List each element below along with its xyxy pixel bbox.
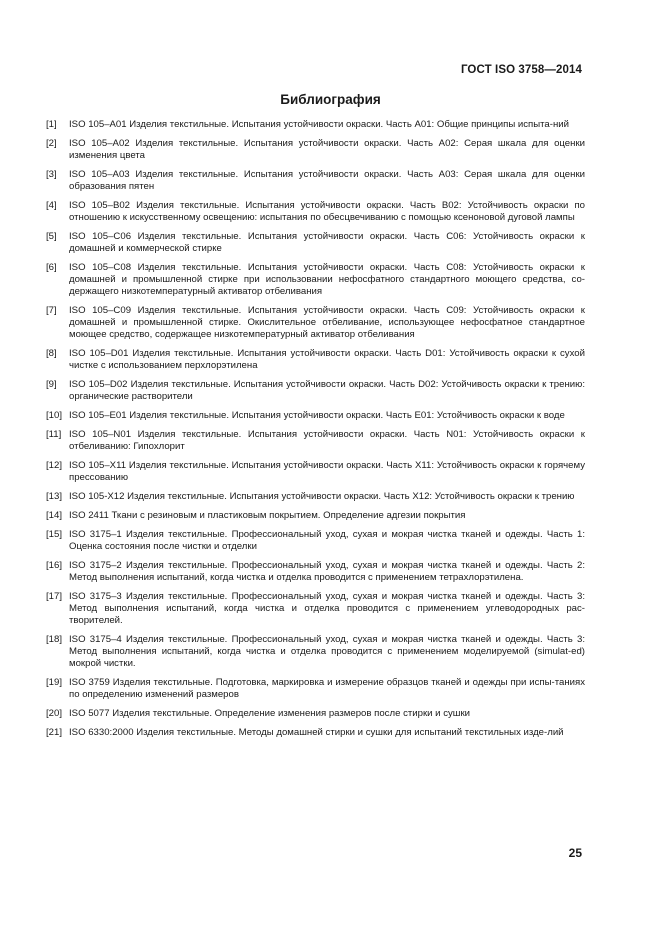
bibliography-entry [46,138,585,162]
entry-text: ISO 5077 Изделия текстильные. Определение изменения размеров после стирки и сушки [69,708,471,719]
entry-number: [18] [46,633,63,645]
bibliography-entry [46,510,585,522]
bibliography-entry [46,677,585,701]
entry-number: [1] [46,119,57,130]
entry-text: ISO 3175–3 Изделия текстильные. Профессиональный уход, сухая и мокрая чистка тканей и одежды. Часть 3: Метод выполнения испытаний, когда чистка и отделка проводится с применением углеводородных рас-творителей. [69,590,585,626]
entry-text: ISO 105–E01 Изделия текстильные. Испытания устойчивости окраски. Часть E01: Устойчивость окраски к воде [69,410,565,422]
bibliography-entry [46,708,585,720]
entry-text: ISO 105–C09 Изделия текстильные. Испытания устойчивости окраски. Часть C09: Устойчивость окраски к домашней и промышленной стирке. Окислительное отбеливание, использующее нефосфатное стандартное моющее средство, содержащее низкотемпературный активатор отбеливания [69,305,585,341]
entry-number: [15] [46,528,63,540]
entry-number: [14] [46,509,63,521]
entry-number: [13] [46,491,63,502]
bibliography-entry [46,529,585,553]
entry-text: ISO 105–C08 Изделия текстильные. Испытания устойчивости окраски. Часть C08: Устойчивость окраски к домашней и промышленной стирке при использовании нефосфатного стандартного моющего средства, со-держащего низкотемпературный активатор отбеливания [69,261,585,298]
entry-text: ISO 105–N01 Изделия текстильные. Испытания устойчивости окраски. Часть N01: Устойчивость окраски к отбеливанию: Гипохлорит [69,429,585,453]
entry-number: [8] [46,348,57,360]
entry-text: ISO 105–C06 Изделия текстильные. Испытания устойчивости окраски. Часть C06: Устойчивость окраски к домашней и коммерческой стирке [69,230,585,254]
entry-number: [19] [46,677,63,688]
entry-number: [21] [46,726,63,738]
entry-text: ISO 6330:2000 Изделия текстильные. Методы домашней стирки и сушки для испытаний текстильных изде-лий [69,726,564,738]
entry-text: ISO 105–D01 Изделия текстильные. Испытания устойчивости окраски. Часть D01: Устойчивость окраски к сухой чистке с использованием перхлорэтилена [69,348,585,372]
bibliography-entry [46,560,585,584]
document-code-header: ГОСТ ISO 3758—2014 [460,64,582,76]
page-title: Библиография [280,92,381,107]
entry-text: ISO 105–B02 Изделия текстильные. Испытания устойчивости окраски. Часть B02: Устойчивость окраски по отношению к искусственному освещению: испытания по обесцвечиванию с помощью ксеноновой дуговой лампы [69,199,585,223]
entry-text: ISO 3175–2 Изделия текстильные. Профессиональный уход, сухая и мокрая чистка тканей и одежды. Часть 2: Метод выполнения испытаний, когда чистка и отделка проводится с применением тетрахлорэтилена. [69,559,585,583]
bibliography-entry [46,727,585,739]
bibliography-entry [46,305,585,342]
bibliography-entry [46,262,585,299]
bibliography-entry [46,231,585,255]
entry-number: [2] [46,137,57,149]
entry-text: ISO 3759 Изделия текстильные. Подготовка, маркировка и измерение образцов тканей и одежды при испы-таниях по определению изменений размеров [69,677,585,701]
entry-number: [20] [46,708,63,719]
bibliography-entry [46,429,585,453]
entry-text: ISO 3175–1 Изделия текстильные. Профессиональный уход, сухая и мокрая чистка тканей и одежды. Часть 1: Оценка состояния после чистки и отделки [69,528,585,552]
entry-number: [17] [46,590,63,602]
page-number: 25 [568,846,582,860]
bibliography-entry [46,591,585,628]
entry-text: ISO 105–A01 Изделия текстильные. Испытания устойчивости окраски. Часть A01: Общие принципы испыта-ний [69,119,569,130]
entry-number: [7] [46,305,57,316]
bibliography-entry [46,460,585,484]
entry-text: ISO 3175–4 Изделия текстильные. Профессиональный уход, сухая и мокрая чистка тканей и одежды. Часть 3: Метод выполнения испытаний, когда чистка и отделка проводится с применением моделируемой (simulat-ed) мокрой чистки. [69,633,585,670]
entry-text: ISO 2411 Ткани с резиновым и пластиковым покрытием. Определение адгезии покрытия [69,509,466,521]
entry-number: [4] [46,199,57,211]
bibliography-entry [46,410,585,422]
entry-number: [12] [46,460,63,471]
bibliography-entry [46,491,585,503]
entry-number: [11] [46,429,62,440]
bibliography-entry [46,119,585,131]
bibliography-entry [46,634,585,671]
entry-text: ISO 105-X12 Изделия текстильные. Испытания устойчивости окраски. Часть X12: Устойчивость окраски к трению [69,491,575,502]
entry-number: [6] [46,261,57,273]
entry-number: [10] [46,410,63,422]
entry-text: ISO 105–X11 Изделия текстильные. Испытания устойчивости окраски. Часть X11: Устойчивость окраски к горячему прессованию [69,460,585,484]
bibliography-entry [46,200,585,224]
bibliography-entry [46,169,585,193]
entry-number: [9] [46,379,57,391]
bibliography-entry [46,379,585,403]
entry-text: ISO 105–D02 Изделия текстильные. Испытания устойчивости окраски. Часть D02: Устойчивость окраски к трению: органические растворители [69,379,585,403]
bibliography-list [46,119,585,746]
bibliography-entry [46,348,585,372]
entry-text: ISO 105–A02 Изделия текстильные. Испытания устойчивости окраски. Часть A02: Серая шкала для оценки изменения цвета [69,137,585,161]
entry-number: [3] [46,168,57,180]
entry-number: [5] [46,230,57,242]
entry-number: [16] [46,559,63,571]
entry-text: ISO 105–A03 Изделия текстильные. Испытания устойчивости окраски. Часть A03: Серая шкала для оценки образования пятен [69,168,585,192]
